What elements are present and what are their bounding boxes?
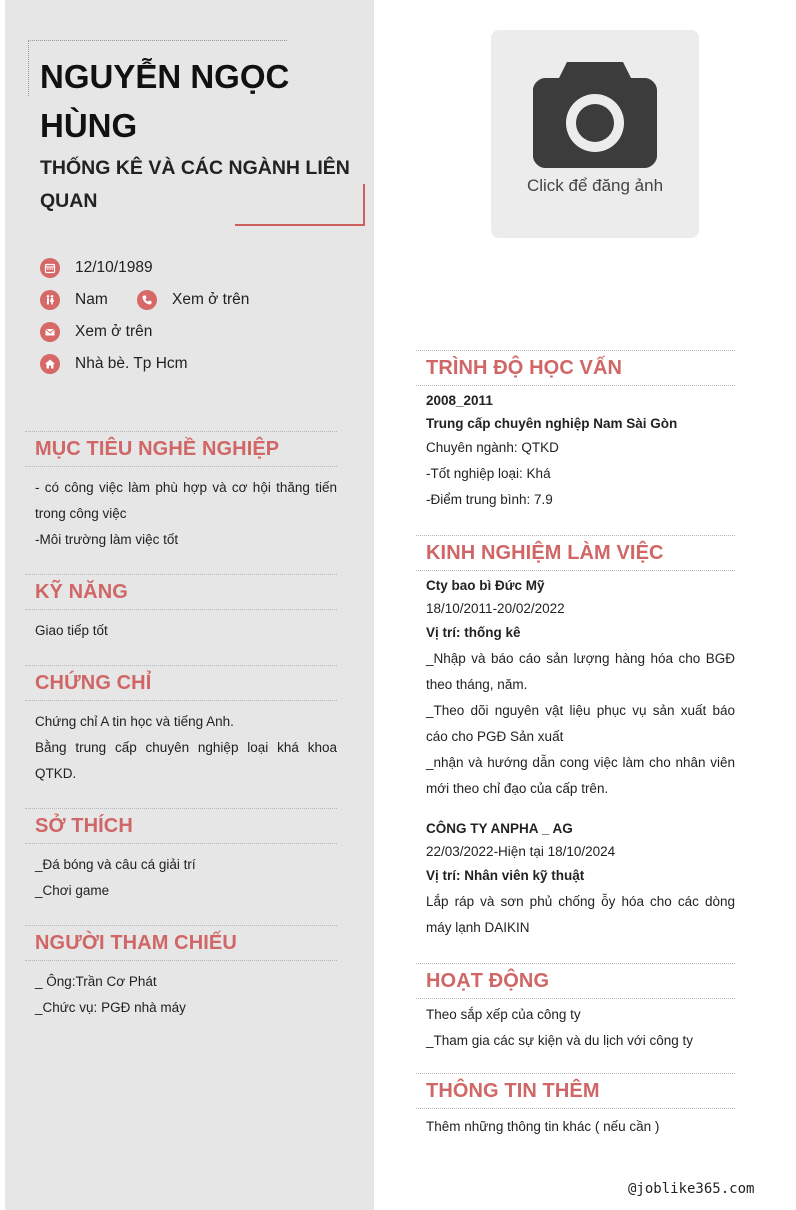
job-duty: _nhận và hướng dẫn cong việc làm cho nhân viên mới theo chỉ đạo của cấp trên. (426, 755, 735, 796)
objective-body[interactable] (35, 475, 337, 553)
gender-phone-row (40, 288, 249, 312)
more-info-heading-text[interactable]: THÔNG TIN THÊM (426, 1080, 600, 1102)
certificates-heading (25, 665, 337, 701)
job-period: 18/10/2011-20/02/2022 (426, 601, 565, 616)
skills-heading-text[interactable]: KỸ NĂNG (35, 581, 128, 603)
education-heading-text[interactable]: TRÌNH ĐỘ HỌC VẤN (426, 357, 623, 379)
birthday-value[interactable]: 12/10/1989 (75, 259, 153, 276)
references-heading-text[interactable]: NGƯỜI THAM CHIẾU (35, 932, 237, 954)
objective-line: -Môi trường làm việc tốt (35, 532, 179, 547)
photo-upload[interactable] (491, 30, 699, 238)
education-line: -Điểm trung bình: 7.9 (426, 492, 553, 507)
hobbies-line: _Chơi game (35, 883, 110, 898)
gender-icon (40, 290, 60, 310)
birthday-row (40, 256, 153, 280)
more-info-line: Thêm những thông tin khác ( nếu cần ) (426, 1119, 660, 1134)
candidate-title[interactable]: THỐNG KÊ VÀ CÁC NGÀNH LIÊN QUAN (40, 157, 350, 212)
address-row (40, 352, 188, 376)
title-underline-corner (363, 184, 365, 225)
job-duty: Lắp ráp và sơn phủ chống ỗy hóa cho các dòng máy lạnh DAIKIN (426, 894, 735, 935)
gender-value[interactable]: Nam (75, 291, 108, 308)
more-info-heading (416, 1073, 735, 1109)
job-position: Vị trí: thống kê (426, 625, 521, 640)
phone-icon (137, 290, 157, 310)
skills-body[interactable] (35, 618, 337, 644)
references-line: _ Ông:Trần Cơ Phát (35, 974, 157, 989)
activities-line: _Tham gia các sự kiện và du lịch với công ty (426, 1033, 694, 1048)
skills-line: Giao tiếp tốt (35, 623, 108, 638)
hobbies-line: _Đá bóng và câu cá giải trí (35, 857, 196, 872)
job-duty: _Theo dõi nguyên vật liệu phục vụ sản xuất báo cáo cho PGĐ Sản xuất (426, 703, 735, 744)
camera-icon (533, 60, 657, 168)
objective-line: - có công việc làm phù hợp và cơ hội thăng tiến trong công việc (35, 480, 337, 521)
email-value[interactable]: Xem ở trên (75, 323, 153, 340)
objective-heading-text[interactable]: MỤC TIÊU NGHỀ NGHIỆP (35, 438, 280, 460)
email-row (40, 320, 152, 344)
hobbies-body[interactable] (35, 852, 337, 904)
education-line: -Tốt nghiệp loại: Khá (426, 466, 551, 481)
email-icon (40, 322, 60, 342)
activities-body[interactable] (426, 1002, 735, 1054)
calendar-icon (40, 258, 60, 278)
references-body[interactable] (35, 969, 337, 1021)
activities-heading-text[interactable]: HOẠT ĐỘNG (426, 970, 550, 992)
experience-job-1[interactable] (426, 574, 735, 802)
education-line: Chuyên ngành: QTKD (426, 440, 559, 455)
watermark: @joblike365.com (628, 1181, 755, 1197)
candidate-name[interactable]: NGUYỄN NGỌC HÙNG (40, 58, 290, 144)
references-line: _Chức vụ: PGĐ nhà máy (35, 1000, 186, 1015)
objective-heading (25, 431, 337, 467)
experience-heading (416, 535, 735, 571)
phone-value[interactable]: Xem ở trên (172, 291, 250, 308)
activities-heading (416, 963, 735, 999)
experience-heading-text[interactable]: KINH NGHIỆM LÀM VIỆC (426, 542, 664, 564)
job-position: Vị trí: Nhân viên kỹ thuật (426, 868, 585, 883)
job-company: Cty bao bì Đức Mỹ (426, 578, 545, 593)
education-body[interactable] (426, 389, 735, 513)
job-duty: _Nhập và báo cáo sản lượng hàng hóa cho BGĐ theo tháng, năm. (426, 651, 735, 692)
education-period: 2008_2011 (426, 393, 493, 408)
more-info-body[interactable] (426, 1114, 735, 1140)
skills-heading (25, 574, 337, 610)
certificates-heading-text[interactable]: CHỨNG CHỈ (35, 672, 152, 694)
job-company: CÔNG TY ANPHA _ AG (426, 821, 573, 836)
home-icon (40, 354, 60, 374)
certificates-line: Bằng trung cấp chuyên nghiệp loại khá khoa QTKD. (35, 740, 337, 781)
job-period: 22/03/2022-Hiện tại 18/10/2024 (426, 844, 616, 859)
activities-line: Theo sắp xếp của công ty (426, 1007, 581, 1022)
photo-caption: Click để đăng ảnh (526, 176, 664, 195)
references-heading (25, 925, 337, 961)
address-value[interactable]: Nhà bè. Tp Hcm (75, 355, 188, 372)
hobbies-heading-text[interactable]: SỞ THÍCH (35, 815, 133, 837)
certificates-line: Chứng chỉ A tin học và tiếng Anh. (35, 714, 234, 729)
title-underline (235, 224, 365, 226)
experience-job-2[interactable] (426, 817, 735, 941)
education-school: Trung cấp chuyên nghiệp Nam Sài Gòn (426, 416, 678, 431)
education-heading (416, 350, 735, 386)
hobbies-heading (25, 808, 337, 844)
certificates-body[interactable] (35, 709, 337, 787)
